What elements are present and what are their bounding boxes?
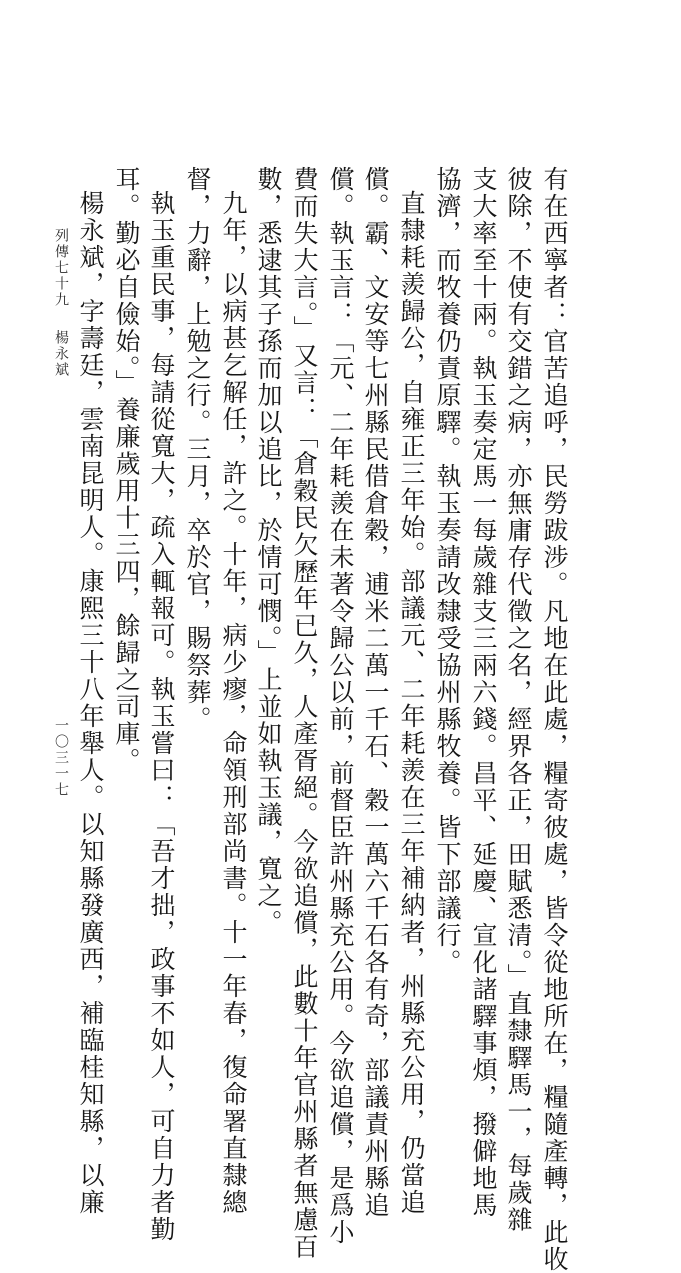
text-column-7: 償。執玉言：「元、二年耗羨在未著令歸公以前，前督臣許州縣充公用。今欲追償，是爲小 (326, 166, 355, 1246)
text-column-13: 耳。勤必自儉始。」養廉歲用十三四，餘歸之司庫。 (112, 166, 141, 775)
person-name-header: 楊永斌 (53, 330, 69, 378)
text-column-8: 費而失大言。」又言：「倉穀民欠歷年已久，人產胥絕。今欲追償，此數十年官州縣者無慮百 (290, 166, 319, 1261)
text-column-5: 直隸耗羨歸公，自雍正三年始。部議元、二年耗羨在三年補納者，州縣充公用，仍當追 (397, 190, 426, 1216)
text-column-12: 執玉重民事，每請從寬大，疏入輒報可。執玉嘗曰：「吾才拙，政事不如人，可自力者勤 (147, 190, 176, 1243)
chapter-header: 列傳七十九 (53, 228, 69, 308)
text-column-10: 九年，以病甚乞解任，許之。十年，病少瘳，命領刑部尚書。十一年春，復命署直隸總 (219, 190, 248, 1216)
text-column-11: 督，力辭，上勉之行。三月，卒於官，賜祭葬。 (183, 166, 212, 733)
text-column-3: 支大率至十兩。執玉奏定馬一每歲雜支三兩六錢。昌平、延慶、宣化諸驛事煩，撥僻地馬 (469, 166, 498, 1219)
text-column-14: 楊永斌，字壽廷，雲南昆明人。康熙三十八年舉人。以知縣發廣西，補臨桂知縣，以廉 (76, 190, 105, 1216)
text-column-1: 有在西寧者：官苦追呼，民勞跋涉。凡地在此處，糧寄彼處，皆令從地所在，糧隨產轉，此收 (540, 166, 569, 1273)
text-column-6: 償。霸、文安等七州縣民借倉穀，逋米二萬一千石、穀一萬六千石各有奇，部議責州縣追 (361, 166, 390, 1219)
text-column-9: 數，悉逮其子孫而加以追比，於情可憫。」上並如執玉議，寬之。 (254, 166, 283, 937)
text-column-4: 協濟，而牧養仍責原驛。執玉奏請改隸受協州縣牧養。皆下部議行。 (433, 166, 462, 976)
page-number: 一〇三一七 (53, 718, 69, 798)
text-column-2: 彼除，不使有交錯之病，亦無庸存代徵之名，經界各正，田賦悉清。」直隸驛馬一，每歲雜 (504, 166, 533, 1234)
